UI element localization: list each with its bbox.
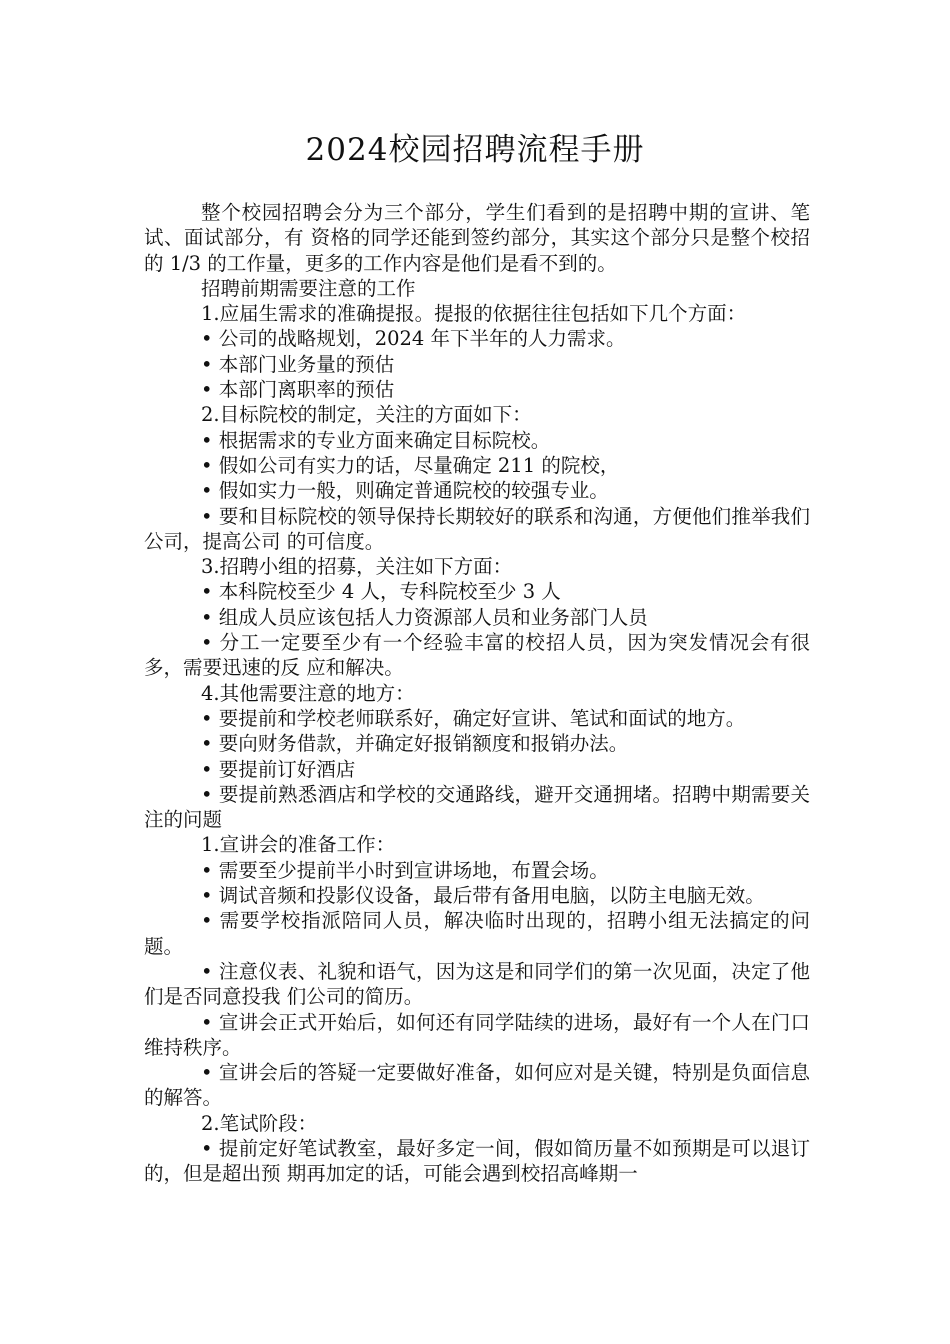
paragraph: 3.招聘小组的招募，关注如下方面： <box>201 555 513 579</box>
paragraph: 1.应届生需求的准确提报。提报的依据往往包括如下几个方面： <box>201 302 747 326</box>
paragraph: 4.其他需要注意的地方： <box>201 681 415 705</box>
paragraph: • 本部门离职率的预估 <box>201 378 395 402</box>
paragraph: • 组成人员应该包括人力资源部人员和业务部门人员 <box>201 605 648 629</box>
paragraph: • 分工一定要至少有一个经验丰富的校招人员，因为突发情况会有很多，需要迅速的反 应和解决。 <box>144 631 810 680</box>
paragraph: 招聘前期需要注意的工作 <box>201 276 416 300</box>
paragraph: • 提前定好笔试教室，最好多定一间，假如简历量不如预期是可以退订的，但是超出预 期再加定的话，可能会遇到校招高峰期一 <box>144 1136 810 1186</box>
paragraph: • 要提前和学校老师联系好，确定好宣讲、笔试和面试的地方。 <box>201 706 746 730</box>
paragraph: 1.宣讲会的准备工作： <box>201 833 396 857</box>
document-title: 2024校园招聘流程手册 <box>305 132 645 168</box>
paragraph: • 需要至少提前半小时到宣讲场地，布置会场。 <box>201 858 609 882</box>
paragraph: • 宣讲会正式开始后，如何还有同学陆续的进场，最好有一个人在门口维持秩序。 <box>144 1010 810 1059</box>
paragraph: • 调试音频和投影仪设备，最后带有备用电脑，以防主电脑无效。 <box>201 884 765 908</box>
paragraph: 2.笔试阶段： <box>201 1111 318 1135</box>
paragraph: • 要提前熟悉酒店和学校的交通路线，避开交通拥堵。招聘中期需要关注的问题 <box>144 782 810 832</box>
document-body <box>144 200 810 1187</box>
paragraph: • 假如实力一般，则确定普通院校的较强专业。 <box>201 479 609 503</box>
paragraph: 整个校园招聘会分为三个部分，学生们看到的是招聘中期的宣讲、笔试、面试部分，有 资格的同学还能到签约部分，其实这个部分只是整个校招的 1/3 的工作量，更多的工作内容是他们是看不到的。 <box>144 201 810 275</box>
paragraph: • 根据需求的专业方面来确定目标院校。 <box>201 428 551 452</box>
paragraph: • 本部门业务量的预估 <box>201 352 395 376</box>
paragraph: • 要和目标院校的领导保持长期较好的联系和沟通，方便他们推举我们公司，提高公司 的可信度。 <box>144 504 810 553</box>
paragraph: • 假如公司有实力的话，尽量确定 211 的院校， <box>201 453 620 477</box>
paragraph: • 需要学校指派陪同人员，解决临时出现的，招聘小组无法搞定的问题。 <box>144 909 810 958</box>
paragraph: • 公司的战略规划，2024 年下半年的人力需求。 <box>201 327 626 351</box>
paragraph: 2.目标院校的制定，关注的方面如下： <box>201 403 532 427</box>
paragraph: • 注意仪表、礼貌和语气，因为这是和同学们的第一次见面，决定了他们是否同意投我 们公司的简历。 <box>144 959 810 1009</box>
paragraph: • 要向财务借款，并确定好报销额度和报销办法。 <box>201 732 629 756</box>
paragraph: • 要提前订好酒店 <box>201 757 356 781</box>
paragraph: • 本科院校至少 4 人，专科院校至少 3 人 <box>201 580 561 604</box>
paragraph: • 宣讲会后的答疑一定要做好准备，如何应对是关键，特别是负面信息的解答。 <box>144 1061 810 1110</box>
